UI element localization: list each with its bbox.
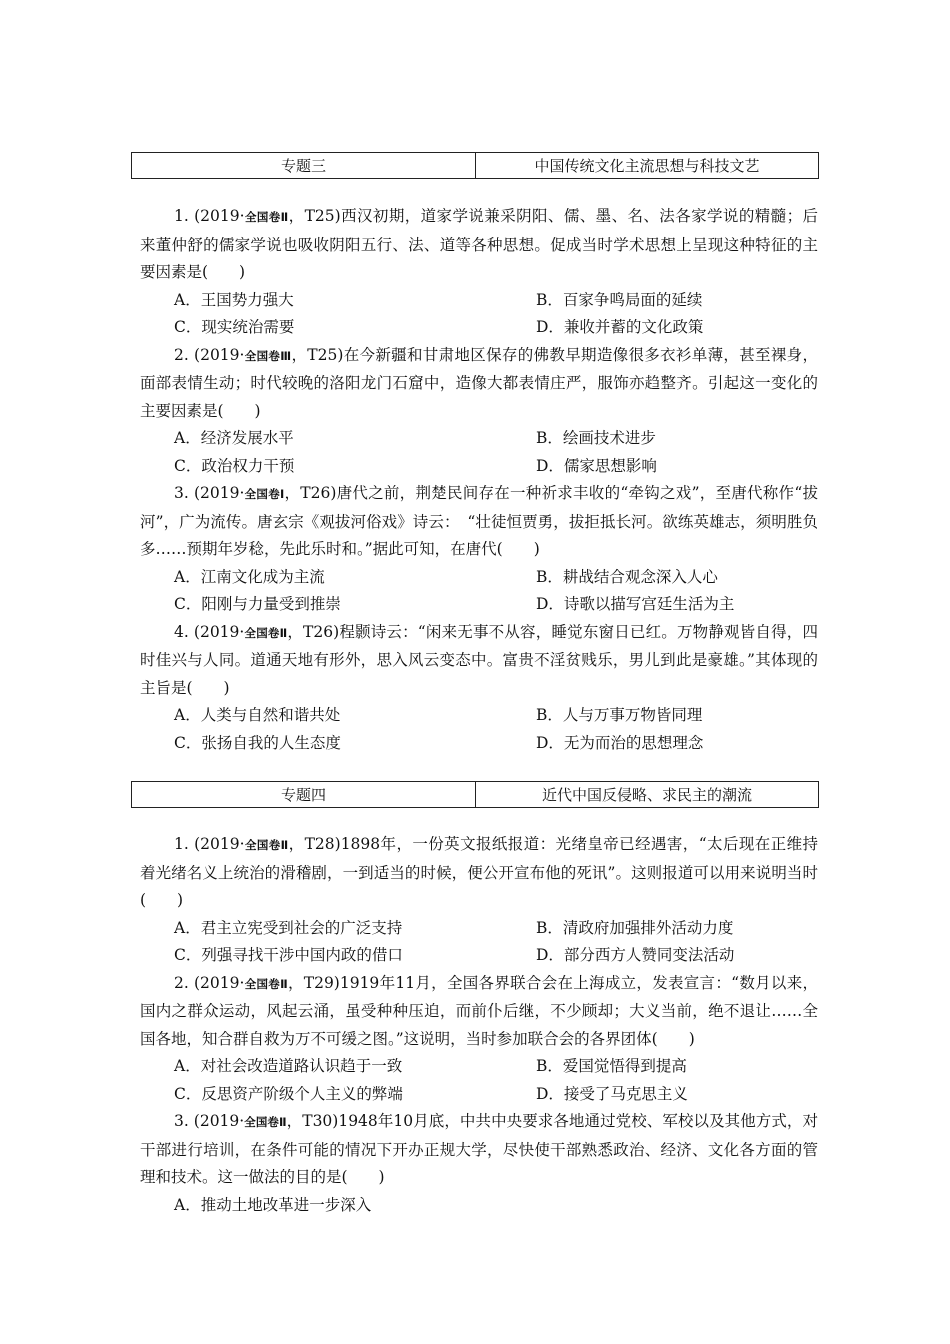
question-item [140, 480, 818, 619]
option-c: C．列强寻找干涉中国内政的借口 [174, 946, 403, 964]
exam-tag: 全国卷Ⅱ [244, 1115, 287, 1129]
options [140, 287, 818, 342]
option-b: B．人与万事万物皆同理 [536, 706, 703, 724]
option-c: C．反思资产阶级个人主义的弊端 [174, 1084, 403, 1103]
options [140, 564, 818, 619]
option-a: A．人类与自然和谐共处 [174, 706, 341, 724]
exam-tag: 全国卷Ⅱ [244, 625, 288, 640]
option-c: C．现实统治需要 [174, 318, 295, 336]
exam-tag: 全国卷Ⅱ [244, 210, 289, 224]
question-stem: 2. (2019·全国卷Ⅲ，T25)在今新疆和甘肃地区保存的佛教早期造像很多衣衫单薄，甚至裸身，面部表情生动；时代较晚的洛阳龙门石窟中，造像大都表情庄严，服饰亦趋整齐。引起这一变化的主要因素是( ) [140, 345, 819, 420]
option-a: A．王国势力强大 [174, 290, 294, 309]
exam-tag: 全国卷Ⅱ [244, 976, 288, 991]
question-item [140, 203, 818, 342]
exam-tag: 全国卷Ⅲ [244, 348, 292, 363]
question-stem: 3. (2019·全国卷Ⅰ，T26)唐代之前，荆楚民间存在一种祈求丰收的“牵钩之戏”，至唐代称作“拔河”，广为流传。唐玄宗《观拔河俗戏》诗云： “壮徒恒贾勇，拔拒抵长河。欲练英雄志，须明胜负多……预期年岁稔，先此乐时和。”据此可知，在唐代( ) [140, 484, 819, 558]
option-d: D．诗歌以描写宫廷生活为主 [536, 595, 735, 613]
option-b: B．百家争鸣局面的延续 [536, 290, 703, 309]
question-stem: 3. (2019·全国卷Ⅱ，T30)1948年10月底，中共中央要求各地通过党校、军校以及其他方式，对干部进行培训，在条件可能的情况下开办正规大学，尽快使干部熟悉政治、经济、文化各方面的管理和技术。这一做法的目的是( ) [140, 1112, 819, 1186]
option-b: B．绘画技术进步 [536, 429, 656, 447]
option-b: B．爱国觉悟得到提高 [536, 1057, 687, 1075]
option-a: A．君主立宪受到社会的广泛支持 [174, 918, 403, 937]
options [140, 702, 818, 757]
exam-tag: 全国卷Ⅱ [244, 838, 289, 852]
question-stem: 4. (2019·全国卷Ⅱ，T26)程颢诗云：“闲来无事不从容，睡觉东窗日已红。万物静观皆自得，四时佳兴与人同。道通天地有形外，思入风云变态中。富贵不淫贫贱乐，男儿到此是豪雄。”其体现的主旨是( ) [140, 622, 818, 697]
question-item [140, 619, 818, 758]
options [140, 1053, 818, 1108]
option-b: B．耕战结合观念深入人心 [536, 567, 718, 586]
option-a: A．经济发展水平 [174, 429, 294, 447]
question-item [140, 1108, 818, 1219]
question-item [140, 970, 818, 1109]
options [140, 425, 818, 480]
option-d: D．兼收并蓄的文化政策 [536, 318, 704, 336]
topic4-header-right: 近代中国反侵略、求民主的潮流 [541, 786, 752, 804]
option-a: A．对社会改造道路认识趋于一致 [174, 1057, 403, 1075]
option-d: D．接受了马克思主义 [536, 1084, 688, 1103]
topic3-questions [140, 203, 818, 757]
option-d: D．无为而治的思想理念 [536, 733, 704, 752]
topic3-header-right: 中国传统文化主流思想与科技文艺 [534, 157, 760, 175]
topic3-header-left: 专题三 [132, 153, 476, 178]
options [140, 1192, 818, 1220]
option-c: C．政治权力干预 [174, 456, 295, 475]
option-a: A．江南文化成为主流 [174, 567, 325, 586]
option-b: B．清政府加强排外活动力度 [536, 918, 734, 937]
topic3-header-table [131, 152, 819, 179]
question-stem: 2. (2019·全国卷Ⅱ，T29)1919年11月，全国各界联合会在上海成立，发表宣言：“数月以来，国内之群众运动，风起云涌，虽受种种压迫，而前仆后继，不少顾却；大义当前，绝不退让……全国各地，知合群自救为万不可缓之图。”这说明，当时参加联合会的各界团体( ) [140, 973, 818, 1048]
question-item [140, 831, 818, 970]
question-stem: 1. (2019·全国卷Ⅱ，T25)西汉初期，道家学说兼采阴阳、儒、墨、名、法各家学说的精髓；后来董仲舒的儒家学说也吸收阴阳五行、法、道等各种思想。促成当时学术思想上呈现这种特征的主要因素是( ) [140, 207, 818, 281]
question-stem: 1. (2019·全国卷Ⅱ，T28)1898年，一份英文报纸报道：光绪皇帝已经遇害，“太后现在正维持着光绪名义上统治的滑稽剧，一到适当的时候，便公开宣布他的死讯”。这则报道可以用来说明当时( ) [140, 835, 818, 909]
option-c: C．张扬自我的人生态度 [174, 733, 341, 752]
option-d: D．部分西方人赞同变法活动 [536, 946, 735, 964]
topic4-header-table [131, 781, 819, 808]
option-d: D．儒家思想影响 [536, 456, 657, 475]
question-item [140, 342, 818, 481]
option-a: A．推动土地改革进一步深入 [174, 1195, 372, 1214]
options [140, 915, 818, 970]
option-c: C．阳刚与力量受到推崇 [174, 595, 341, 613]
topic4-header-left: 专题四 [132, 782, 476, 807]
exam-tag: 全国卷Ⅰ [244, 487, 285, 501]
topic4-questions [140, 831, 818, 1219]
